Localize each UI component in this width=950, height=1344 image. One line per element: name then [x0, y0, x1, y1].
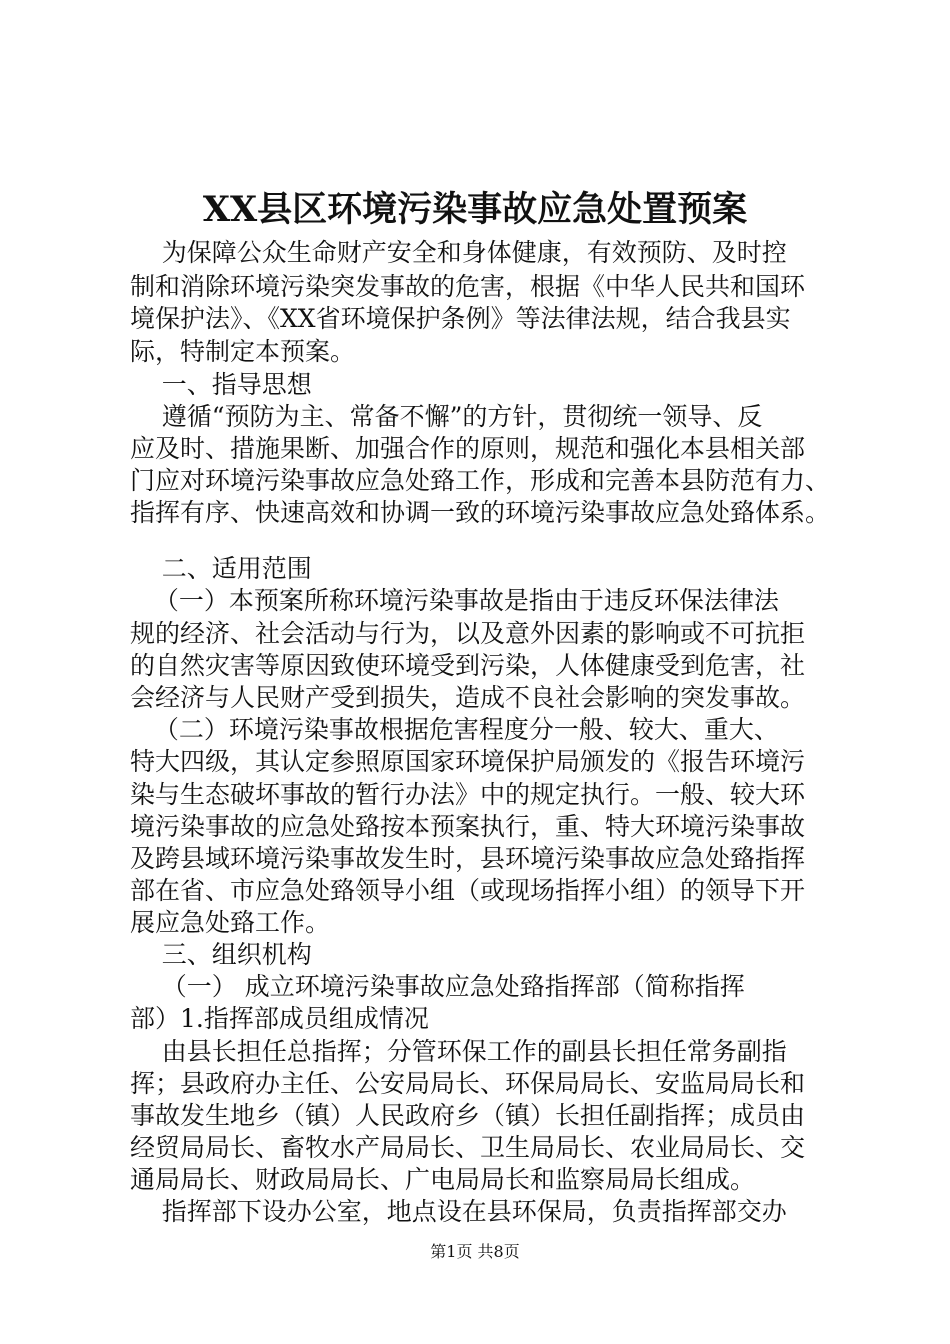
body-line: （二）环境污染事故根据危害程度分一般、较大、重大、: [130, 715, 779, 744]
body-line: 染与生态破坏事故的暂行办法》中的规定执行。一般、较大环: [130, 780, 806, 809]
body-line: 展应急处臵工作。: [130, 908, 331, 937]
body-line: 规的经济、社会活动与行为，以及意外因素的影响或不可抗拒: [130, 619, 806, 648]
body-line: 境保护法》、《XX省环境保护条例》等法律法规，结合我县实: [130, 304, 791, 333]
body-line: 门应对环境污染事故应急处臵工作，形成和完善本县防范有力、: [130, 466, 831, 495]
body-line: 指挥有序、快速高效和协调一致的环境污染事故应急处臵体系。: [130, 498, 831, 527]
body-line: 的自然灾害等原因致使环境受到污染，人体健康受到危害，社: [130, 651, 806, 680]
body-line: 部在省、市应急处臵领导小组（或现场指挥小组）的领导下开: [130, 876, 806, 905]
body-line: 由县长担任总指挥；分管环保工作的副县长担任常务副指: [130, 1037, 787, 1066]
document-title: XX县区环境污染事故应急处置预案: [202, 189, 748, 230]
body-line: 指挥部下设办公室，地点设在县环保局，负责指挥部交办: [130, 1197, 787, 1226]
body-line: 遵循“预防为主、常备不懈”的方针，贯彻统一领导、反: [130, 402, 763, 431]
body-line: 事故发生地乡（镇）人民政府乡（镇）长担任副指挥；成员由: [130, 1101, 806, 1130]
body-line: 特大四级，其认定参照原国家环境保护局颁发的《报告环境污: [130, 747, 806, 776]
body-line: 为保障公众生命财产安全和身体健康，有效预防、及时控: [130, 238, 787, 267]
section-heading: 三、组织机构: [130, 940, 312, 969]
body-line: 制和消除环境污染突发事故的危害，根据《中华人民共和国环: [130, 272, 806, 301]
section-heading: 二、适用范围: [130, 554, 312, 583]
body-line: 会经济与人民财产受到损失，造成不良社会影响的突发事故。: [130, 683, 806, 712]
body-line: 及跨县域环境污染事故发生时，县环境污染事故应急处臵指挥: [130, 844, 806, 873]
body-line: 通局局长、财政局局长、广电局局长和监察局局长组成。: [130, 1165, 756, 1194]
body-line: 挥；县政府办主任、公安局局长、环保局局长、安监局局长和: [130, 1069, 806, 1098]
body-line: 境污染事故的应急处臵按本预案执行，重、特大环境污染事故: [130, 812, 806, 841]
body-line: 部）1.指挥部成员组成情况: [130, 1004, 429, 1033]
body-line: 经贸局局长、畜牧水产局局长、卫生局局长、农业局局长、交: [130, 1133, 806, 1162]
body-line: 际，特制定本预案。: [130, 337, 356, 366]
body-line: （一） 成立环境污染事故应急处臵指挥部（简称指挥: [130, 972, 745, 1001]
body-line: 应及时、措施果断、加强合作的原则，规范和强化本县相关部: [130, 434, 806, 463]
section-heading: 一、指导思想: [130, 370, 312, 399]
body-line: （一）本预案所称环境污染事故是指由于违反环保法律法: [130, 586, 779, 615]
page-footer: 第1页 共8页: [430, 1242, 520, 1261]
